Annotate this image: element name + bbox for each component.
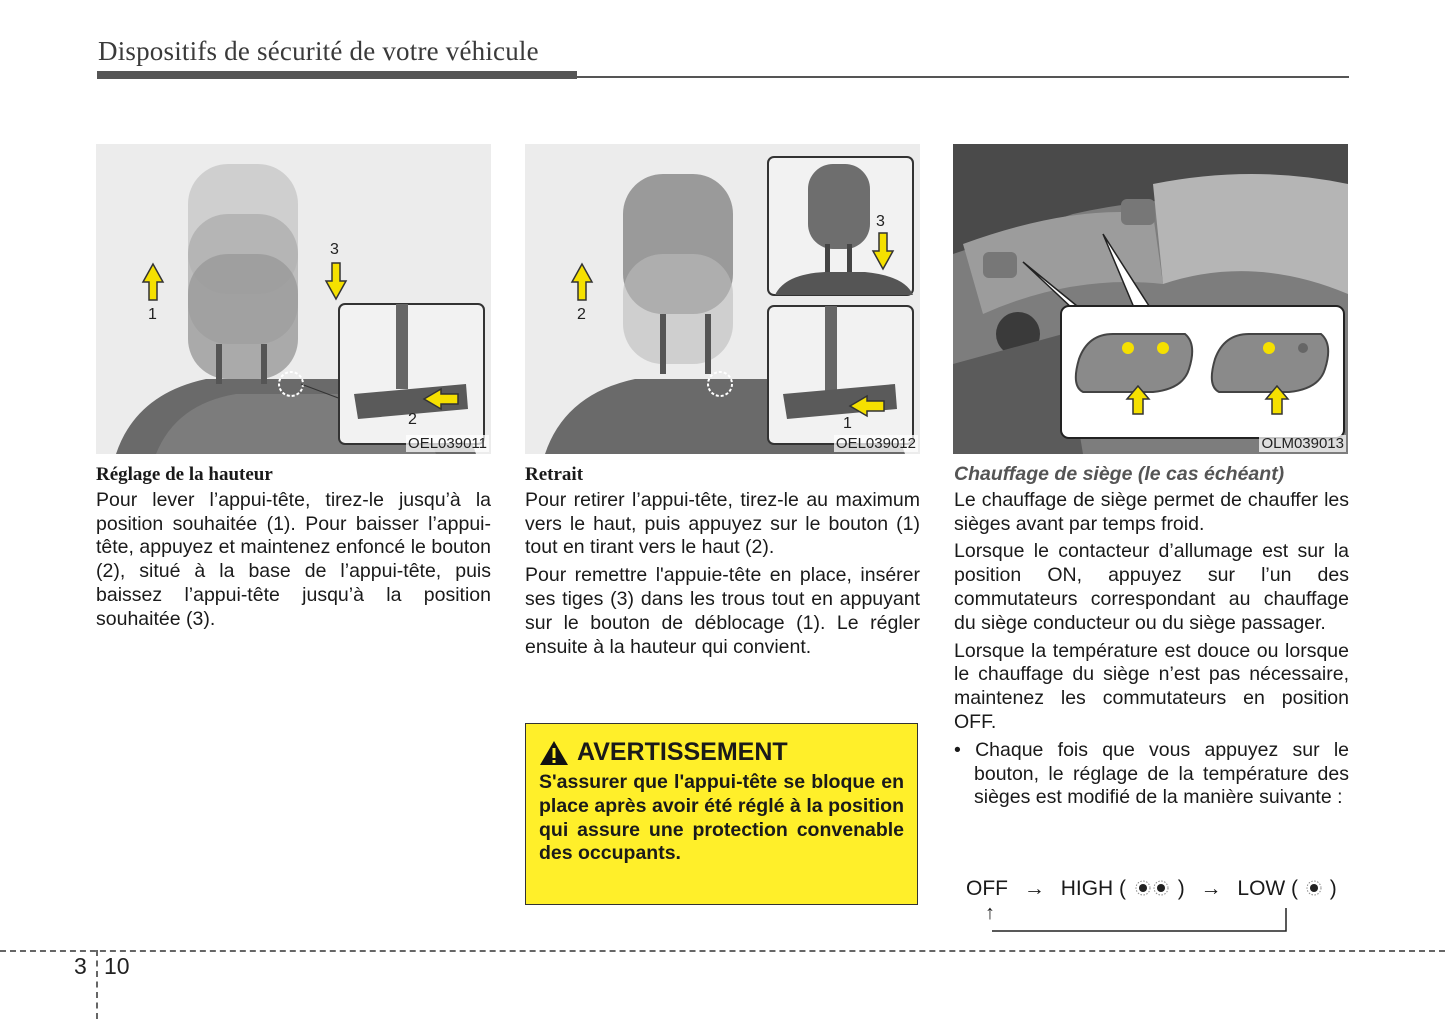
- figure-code: OEL039012: [835, 435, 916, 452]
- section-title: Réglage de la hauteur: [96, 464, 273, 485]
- heat-high-icon: [1132, 879, 1172, 897]
- figure-seat-heater: [953, 144, 1348, 454]
- headrest-removal-illustration: [525, 144, 920, 454]
- heat-low-icon: [1304, 879, 1324, 897]
- seq-close-1: ): [1177, 877, 1185, 900]
- paragraph: Le chauffage de siège permet de chauffer les sièges avant par temps froid.: [954, 488, 1349, 535]
- paragraph: Pour lever l’appui-tête, tirez-le jusqu’à la position souhaitée (1). Pour baisser l’appui-tête, appuyez et maintenez enfoncé le bouton (2), situé à la base de l’appui-tête, puis baissez l’appui-tête jusqu’à la position souhaitée (3).: [96, 488, 491, 630]
- paragraph: Pour remettre l'appuie-tête en place, insérer ses tiges (3) dans les trous tout en appuyant sur le bouton de déblocage (1). Le régler ensuite à la hauteur qui convient.: [525, 564, 920, 658]
- chapter-number: 3: [74, 953, 87, 979]
- callout-2: 2: [408, 411, 417, 428]
- warning-box: [525, 723, 918, 905]
- seq-return-line: [985, 902, 1288, 932]
- return-bracket: [986, 906, 1288, 932]
- warning-triangle-icon: [539, 740, 569, 766]
- warning-title-text: AVERTISSEMENT: [577, 738, 788, 766]
- seq-high: HIGH (: [1060, 877, 1127, 900]
- section-title: Retrait: [525, 464, 584, 485]
- paragraph: Pour retirer l’appui-tête, tirez-le au maximum vers le haut, puis appuyez sur le bouton (1) tout en tirant vers le haut (2).: [525, 488, 920, 559]
- headrest-height-illustration: [96, 144, 491, 454]
- column-removal: [525, 463, 920, 663]
- column-height-adjustment: [96, 463, 491, 636]
- seq-arrow-1: →: [1023, 877, 1045, 900]
- callout-2: 2: [577, 306, 586, 323]
- bullet-item: • Chaque fois que vous appuyez sur le bouton, le réglage de la température des sièges est modifié de la manière suivante :: [954, 738, 1349, 809]
- callout-3: 3: [876, 213, 885, 230]
- section-title: Chauffage de siège (le cas échéant): [954, 463, 1285, 485]
- seq-off: OFF: [966, 877, 1008, 900]
- page-number: 10: [104, 953, 130, 979]
- footer-divider: [96, 950, 98, 1019]
- seq-low: LOW (: [1237, 877, 1299, 900]
- page-header-title: Dispositifs de sécurité de votre véhicule: [98, 36, 539, 66]
- warning-title: [539, 738, 904, 767]
- return-up-arrow: ↑: [985, 902, 995, 924]
- seat-heater-photo: [953, 144, 1348, 454]
- paragraph: Lorsque la température est douce ou lorsque le chauffage du siège n’est pas nécessaire, maintenez les commutateurs en position OFF.: [954, 639, 1349, 733]
- callout-3: 3: [330, 241, 339, 258]
- header-rule-thin: [577, 76, 1349, 78]
- seq-arrow-2: →: [1200, 877, 1222, 900]
- figure-code: OLM039013: [1261, 435, 1344, 452]
- seq-close-2: ): [1329, 877, 1337, 900]
- heater-sequence: [966, 877, 1337, 901]
- callout-1: 1: [148, 306, 157, 323]
- figure-headrest-height: [96, 144, 491, 454]
- warning-text: S'assurer que l'appui-tête se bloque en place après avoir été réglé à la position qui assure une protection convenable des occupants.: [539, 771, 904, 865]
- footer-rule: [0, 950, 1445, 952]
- header-rule-thick: [97, 71, 577, 79]
- paragraph: Lorsque le contacteur d’allumage est sur la position ON, appuyez sur l’un des commutateurs correspondant au chauffage du siège conducteur ou du siège passager.: [954, 540, 1349, 634]
- figure-code: OEL039011: [408, 435, 487, 452]
- figure-headrest-removal: [525, 144, 920, 454]
- column-seat-heater: [954, 463, 1349, 810]
- callout-1: 1: [843, 415, 852, 432]
